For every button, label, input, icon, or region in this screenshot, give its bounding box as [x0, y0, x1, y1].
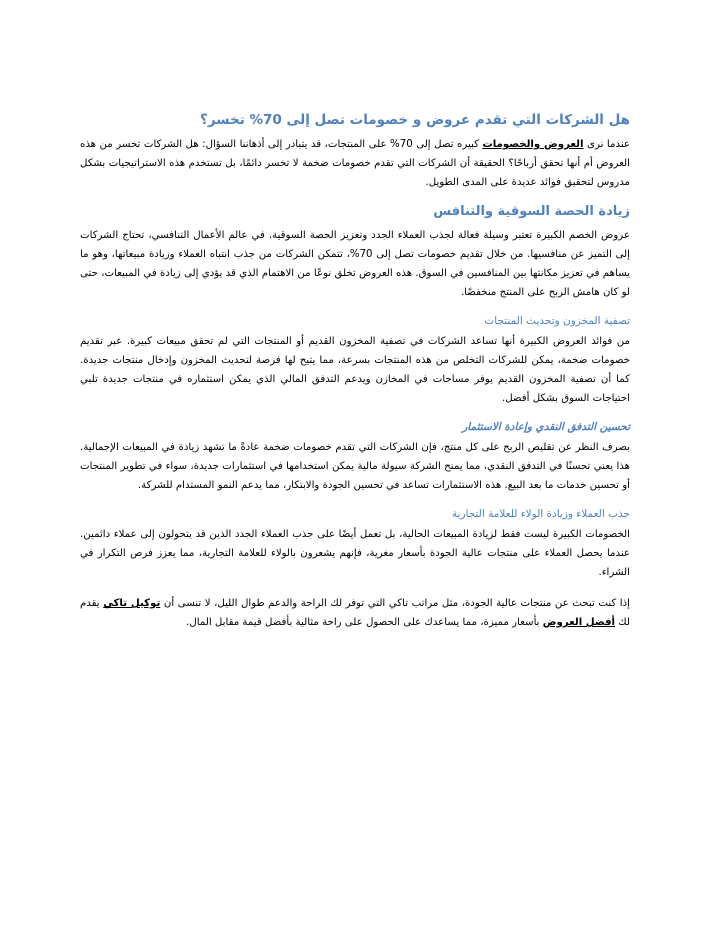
- section-heading-loyalty: جذب العملاء وزيادة الولاء للعلامة التجارية: [451, 508, 630, 520]
- intro-paragraph: [80, 135, 630, 192]
- section-body-cashflow: بصرف النظر عن تقليص الربح على كل منتج، فإن الشركات التي تقدم خصومات ضخمة عادةً ما تشهد زيادة في المبيعات الإجمالية. هذا يعني تحسنًا في التدفق النقدي، مما يمنح الشركة سيولة مالية يمكن استخدامها في استثمارات جديدة، سواء في تطوير المنتجات أو تحسين خدمات ما بعد البيع. هذه الاستثمارات تساعد في تحسين الجودة والابتكار، مما يدعم النمو المستدام للشركة.: [80, 442, 630, 491]
- intro-text-start: عندما نرى: [583, 139, 630, 150]
- closing-paragraph: [80, 594, 630, 632]
- intro-text-end: كبيره تصل إلى 70% على المنتجات، قد يتبادر إلى أذهاننا السؤال: هل الشركات تخسر من هذه العروض أم أنها تحقق أرباحًا؟ الحقيقة أن الشركات التي تقدم خصومات ضخمة لا تخسر دائمًا، بل تستخدم هذه الاستراتيجيات بشكل مدروس لتحقيق فوائد عديدة على المدى الطويل.: [80, 139, 630, 188]
- section-heading-inventory: تصفية المخزون وتحديث المنتجات: [484, 315, 630, 327]
- spacer: [80, 582, 630, 594]
- best-offers-link[interactable]: أفضل العروض: [542, 617, 616, 628]
- intro-bold-keyword: العروض والخصومات: [482, 139, 584, 150]
- closing-text-start: إذا كنت تبحث عن منتجات عالية الجودة، مثل مراتب تاكي التي توفر لك الراحة والدعم طوال الليل، لا تنسى أن: [160, 598, 630, 609]
- section-body-market-share: عروض الخصم الكبيرة تعتبر وسيلة فعالة لجذب العملاء الجدد وتعزيز الحصة السوقية. في عالم الأعمال التنافسي، تحتاج الشركات إلى التميز عن منافسيها. من خلال تقديم خصومات تصل إلى 70%، تتمكن الشركات من جذب انتباه العملاء وزيادة مبيعاتها، وهو ما يساهم في تعزيز مكانتها بين المنافسين في السوق. هذه العروض تخلق نوعًا من الاهتمام الذي قد يؤدي إلى زيادة في المبيعات، حتى لو كان هامش الربح على المنتج منخفضًا.: [80, 230, 630, 298]
- closing-text-end: بأسعار مميزة، مما يساعدك على الحصول على راحة مثالية بأفضل قيمة مقابل المال.: [186, 617, 543, 628]
- page-title: هل الشركات التي تقدم عروض و خصومات تصل إلى 70% تخسر؟: [200, 112, 630, 128]
- section-heading-market-share: زيادة الحصة السوقية والتنافس: [433, 204, 630, 219]
- section-heading-cashflow: تحسين التدفق النقدي وإعادة الاستثمار: [462, 421, 630, 433]
- taki-agency-link[interactable]: توكيل تاكي: [103, 598, 161, 609]
- closing-text-mid: يقدم لك: [80, 598, 630, 628]
- section-body-loyalty: الخصومات الكبيرة ليست فقط لزيادة المبيعات الحالية، بل تعمل أيضًا على جذب العملاء الجدد الذين قد يتحولون إلى عملاء دائمين. عندما يحصل العملاء على منتجات عالية الجودة بأسعار مغرية، فإنهم يشعرون بالولاء للعلامة التجارية، مما يعزز فرص التكرار في الشراء.: [80, 529, 630, 578]
- section-body-inventory: من فوائد العروض الكبيرة أنها تساعد الشركات في تصفية المخزون القديم أو المنتجات التي لم تحقق مبيعات كبيرة. عبر تقديم خصومات ضخمة، يمكن للشركات التخلص من هذه المنتجات بسرعة، مما يتيح لها فرصة لتحديث المخزون وإدخال منتجات جديدة. كما أن تصفية المخزون القديم يوفر مساحات في المخازن ويدعم التدفق المالي الذي يمكن استثماره في منتجات جديدة تلبي احتياجات السوق بشكل أفضل.: [80, 336, 630, 404]
